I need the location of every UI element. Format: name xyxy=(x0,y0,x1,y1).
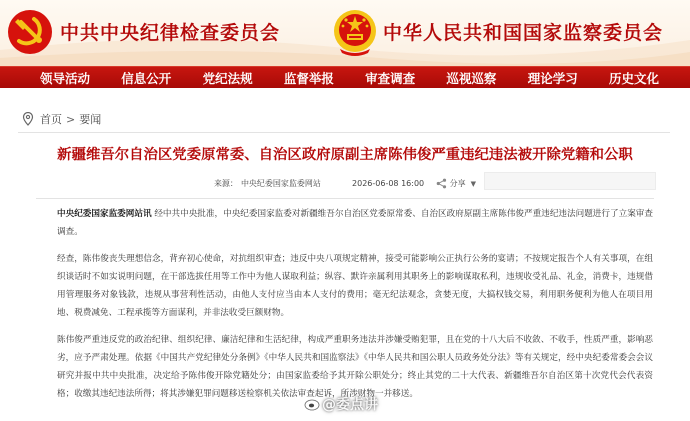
nav-item-leadership[interactable]: 领导活动 xyxy=(40,70,91,86)
nav-item-theory[interactable]: 理论学习 xyxy=(527,70,578,86)
org-title-nsc[interactable]: 中华人民共和国国家监察委员会 xyxy=(383,22,664,44)
nav-item-history[interactable]: 历史文化 xyxy=(608,70,659,86)
nav-item-inspection[interactable]: 巡视巡察 xyxy=(446,70,497,86)
paragraph-lead: 中央纪委国家监委网站讯 xyxy=(57,209,152,219)
meta-divider xyxy=(36,198,654,199)
share-dropdown-caret-icon[interactable]: ▼ xyxy=(470,180,477,188)
article-date: 2026-06-08 16:00 xyxy=(352,179,425,188)
breadcrumb-separator: > xyxy=(66,112,76,126)
article-meta xyxy=(0,178,690,189)
breadcrumb xyxy=(22,111,101,127)
nav-item-report[interactable]: 监督举报 xyxy=(283,70,334,86)
paragraph-text: 经查，陈伟俊丧失理想信念，背弃初心使命，对抗组织审查；违反中央八项规定精神，接受可能影响公正执行公务的宴请；不按规定报告个人有关事项，在组织谈话时不如实说明问题，在干部选拔任用等工作中为他人谋取利益；纵容、默许亲属利用其职务上的影响谋取私利，违规收受礼品、礼金，消费卡，违规借用管理服务对象钱款，违规从事营利性活动，由他人支付应当由本人支付的费用；毫无纪法观念，贪婪无度，大搞权钱交易，利用职务便利为他人在项目用地、税费减免、工程承揽等方面谋利，并非法收受巨额财物。 xyxy=(57,254,653,318)
source-label: 来源： xyxy=(213,179,238,188)
paragraph-text: 陈伟俊严重违反党的政治纪律、组织纪律、廉洁纪律和生活纪律，构成严重职务违法并涉嫌受贿犯罪，且在党的十八大后不收敛、不收手，性质严重，影响恶劣，应予严肃处理。依据《中国共产党纪律处分条例》《中华人民共和国监察法》《中华人民共和国公职人员政务处分法》等有关规定，经中央纪委常委会会议研究并报中共中央批准，决定给予陈伟俊开除党籍处分；由国家监委给予其开除公职处分；终止其党的二十大代表、新疆维吾尔自治区第十次党代会代表资格；收缴其违纪违法所得；将其涉嫌犯罪问题移送检察机关依法审查起诉，所涉财物一并移送。 xyxy=(57,335,653,399)
watermark-text: @委点讲 xyxy=(322,397,378,413)
main-nav xyxy=(0,66,690,88)
article-title: 新疆维吾尔自治区党委原常委、自治区政府原副主席陈伟俊严重违纪违法被开除党籍和公职 xyxy=(57,147,633,163)
breadcrumb-divider xyxy=(18,132,670,133)
article-paragraph xyxy=(57,250,653,322)
breadcrumb-current-link[interactable]: 要闻 xyxy=(79,113,102,126)
article-source: 中央纪委国家监委网站 xyxy=(240,179,321,188)
article-paragraph xyxy=(57,205,653,241)
national-emblem-icon xyxy=(332,7,378,57)
org-title-ccdi[interactable]: 中共中央纪律检查委员会 xyxy=(60,22,281,44)
header-banner xyxy=(0,0,690,66)
nav-item-investigation[interactable]: 审查调查 xyxy=(365,70,416,86)
nav-item-regulations[interactable]: 党纪法规 xyxy=(202,70,253,86)
article-paragraph xyxy=(57,331,653,403)
share-icon[interactable] xyxy=(436,178,447,189)
paragraph-text: 经中共中央批准，中央纪委国家监委对新疆维吾尔自治区党委原常委、自治区政府原副主席陈伟俊严重违纪违法问题进行了立案审查调查。 xyxy=(57,209,653,237)
weibo-icon xyxy=(304,394,322,412)
party-emblem-icon xyxy=(6,8,54,56)
breadcrumb-home-link[interactable]: 首页 xyxy=(40,113,62,126)
location-pin-icon xyxy=(22,112,34,126)
share-label[interactable]: 分享 xyxy=(449,179,466,188)
article-body xyxy=(57,205,653,403)
nav-item-disclosure[interactable]: 信息公开 xyxy=(121,70,172,86)
